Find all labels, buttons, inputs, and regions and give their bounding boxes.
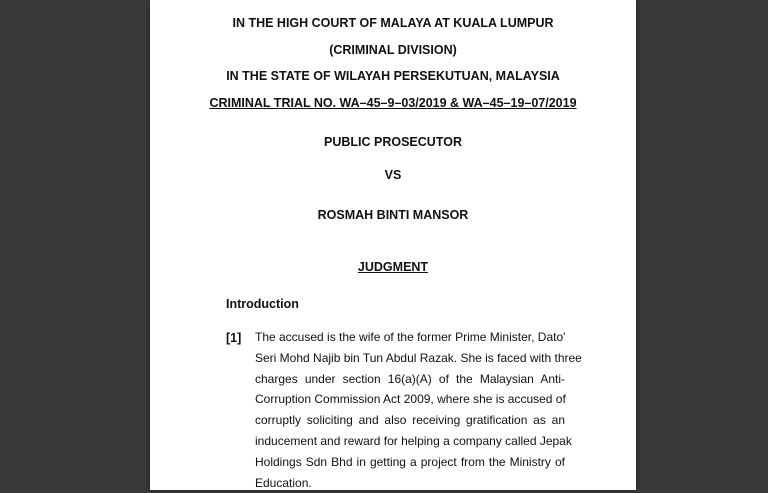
party-prosecutor: PUBLIC PROSECUTOR [324,135,462,149]
document-page [150,0,636,490]
trial-number: CRIMINAL TRIAL NO. WA–45–9–03/2019 & WA–45–19–07/2019 [209,96,577,110]
paragraph-line: Seri Mohd Najib bin Tun Abdul Razak. She is faced with three [255,350,582,365]
court-title: IN THE HIGH COURT OF MALAYA AT KUALA LUMPUR [232,16,554,30]
paragraph-line: charges under section 16(a)(A) of the Malaysian Anti- [255,371,565,386]
division-title: (CRIMINAL DIVISION) [329,43,457,57]
paragraph-line: Holdings Sdn Bhd in getting a project from the Ministry of [255,454,565,469]
paragraph-line: Corruption Commission Act 2009, where she is accused of [255,392,566,407]
party-accused: ROSMAH BINTI MANSOR [317,208,469,222]
paragraph-line: Education. [255,475,312,490]
paragraph-line: inducement and reward for helping a company called Jepak [255,433,572,448]
paragraph-line: corruptly soliciting and also receiving gratification as an [255,413,565,428]
versus-label: VS [384,168,402,182]
paragraph-line: The accused is the wife of the former Prime Minister, Dato' [255,330,566,344]
judgment-heading: JUDGMENT [357,260,429,274]
state-title: IN THE STATE OF WILAYAH PERSEKUTUAN, MALAYSIA [226,69,560,83]
section-introduction: Introduction [226,297,299,311]
paragraph-1 [255,327,582,493]
paragraph-number: [1] [226,331,242,345]
